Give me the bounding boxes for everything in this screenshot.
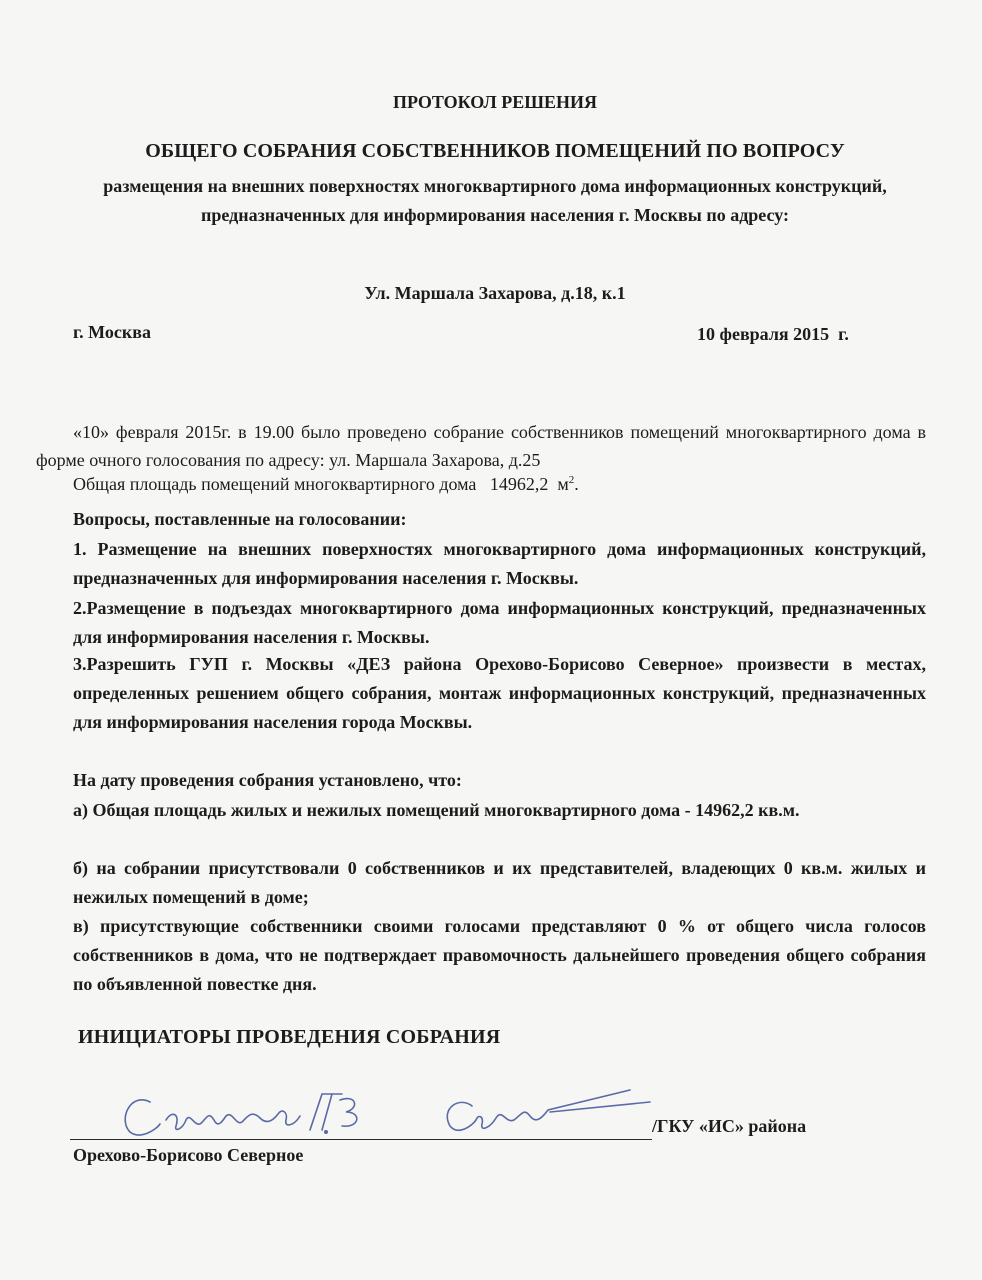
intro-paragraph: «10» февраля 2015г. в 19.00 было проведено собрание собственников помещений многоквартирного дома в форме очного голосования по адресу: ул. Маршала Захарова, д.25 — [36, 422, 926, 470]
questions-heading: Вопросы, поставленные на голосовании: — [73, 509, 407, 529]
organization-name: /ГКУ «ИС» района — [652, 1116, 807, 1136]
area-unit-exponent: 2 — [568, 474, 575, 486]
building-address: Ул. Маршала Захарова, д.18, к.1 — [364, 283, 626, 303]
findings-heading: На дату проведения собрания установлено, что: — [73, 770, 462, 790]
document-description: размещения на внешних поверхностях многоквартирного дома информационных конструкций, предназначенных для информирования населения г. Москвы по адресу: — [103, 176, 887, 225]
total-area-text: Общая площадь помещений многоквартирного дома 14962,2 м — [73, 474, 569, 494]
finding-item: а) Общая площадь жилых и нежилых помещений многоквартирного дома - 14962,2 кв.м. — [73, 800, 800, 820]
initiators-heading: ИНИЦИАТОРЫ ПРОВЕДЕНИЯ СОБРАНИЯ — [78, 1026, 501, 1048]
signature-line — [70, 1139, 652, 1140]
city-label: г. Москва — [73, 322, 151, 342]
question-item: 2.Размещение в подъездах многоквартирного дома информационных конструкций, предназначенных для информирования населения г. Москвы. — [73, 598, 926, 647]
question-item: 3.Разрешить ГУП г. Москвы «ДЕЗ района Орехово-Борисово Северное» произвести в местах, определенных решением общего собрания, монтаж информационных конструкций, предназначенных для информирования населения города Москвы. — [73, 654, 926, 732]
finding-item: в) присутствующие собственники своими голосами представляют 0 % от общего числа голосов собственников в дома, что не подтверждает правомочность дальнейшего проведения общего собрания по объявленной повестке дня. — [73, 916, 926, 994]
finding-item: б) на собрании присутствовали 0 собственников и их представителей, владеющих 0 кв.м. жилых и нежилых помещений в доме; — [73, 858, 926, 907]
document-title: ПРОТОКОЛ РЕШЕНИЯ — [392, 92, 598, 112]
total-area-end: . — [574, 474, 579, 494]
question-item: 1. Размещение на внешних поверхностях многоквартирного дома информационных конструкций, предназначенных для информирования населения г. Москвы. — [73, 539, 926, 588]
document-date: 10 февраля 2015 г. — [697, 324, 849, 344]
organization-district: Орехово-Борисово Северное — [73, 1145, 304, 1165]
document-subtitle: ОБЩЕГО СОБРАНИЯ СОБСТВЕННИКОВ ПОМЕЩЕНИЙ ПО ВОПРОСУ — [145, 140, 845, 162]
total-area-line — [73, 474, 579, 495]
